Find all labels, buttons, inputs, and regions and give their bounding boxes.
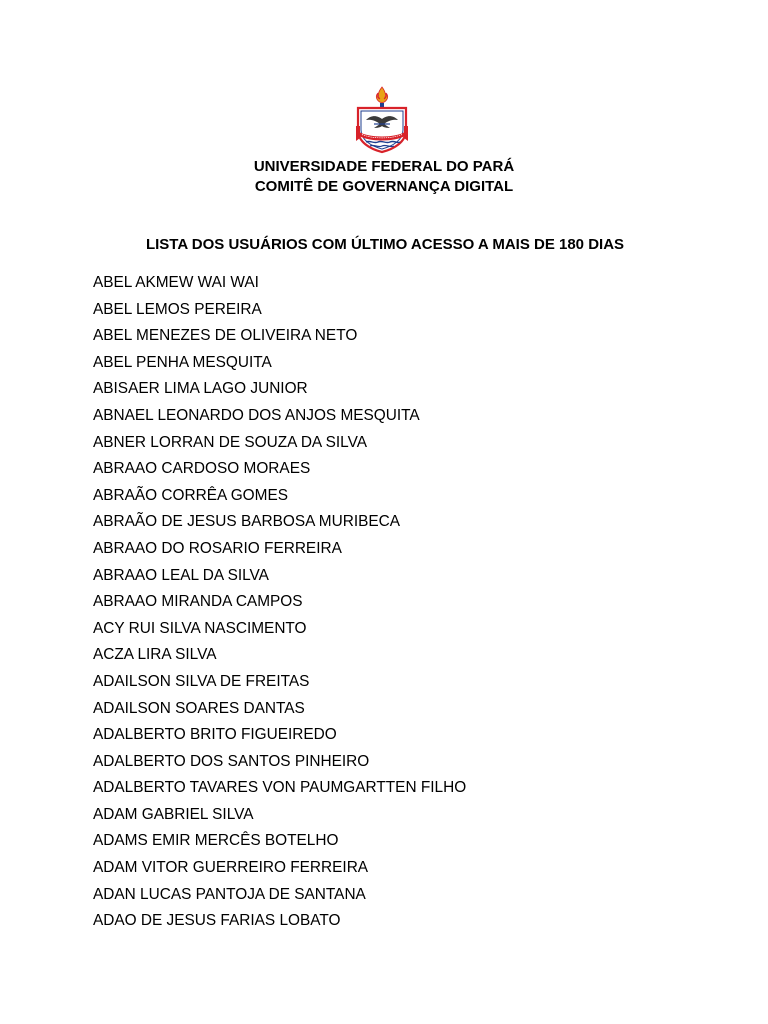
list-item: ADALBERTO DOS SANTOS PINHEIRO [93, 752, 370, 770]
list-item: ADAILSON SOARES DANTAS [93, 699, 305, 717]
list-item: ADAMS EMIR MERCÊS BOTELHO [93, 832, 339, 850]
list-item: ADAN LUCAS PANTOJA DE SANTANA [93, 885, 366, 903]
list-item: ABEL PENHA MESQUITA [93, 353, 272, 371]
list-item: ABISAER LIMA LAGO JUNIOR [93, 380, 308, 398]
list-item: ABRAAO MIRANDA CAMPOS [93, 593, 303, 611]
list-item: ABNER LORRAN DE SOUZA DA SILVA [93, 433, 367, 451]
university-crest-logo [350, 86, 414, 154]
committee-name: COMITÊ DE GOVERNANÇA DIGITAL [254, 178, 514, 195]
list-item: ABRAAO DO ROSARIO FERREIRA [93, 539, 342, 557]
list-item: ABEL LEMOS PEREIRA [93, 300, 262, 318]
list-title: LISTA DOS USUÁRIOS COM ÚLTIMO ACESSO A MAIS DE 180 DIAS [145, 236, 625, 253]
list-item: ADAM VITOR GUERREIRO FERREIRA [93, 859, 369, 877]
torch-flame-icon [376, 87, 387, 103]
list-item: ADAM GABRIEL SILVA [93, 805, 254, 823]
list-item: ADALBERTO TAVARES VON PAUMGARTTEN FILHO [93, 779, 467, 797]
institution-name: UNIVERSIDADE FEDERAL DO PARÁ [253, 158, 515, 175]
user-list [93, 273, 466, 938]
list-item: ABNAEL LEONARDO DOS ANJOS MESQUITA [93, 406, 420, 424]
list-item: ABRAÃO DE JESUS BARBOSA MURIBECA [93, 513, 401, 531]
list-item: ABRAAO LEAL DA SILVA [93, 566, 269, 584]
list-item: ABEL MENEZES DE OLIVEIRA NETO [93, 327, 358, 345]
list-item: ABRAÃO CORRÊA GOMES [93, 486, 288, 504]
list-item: ADAILSON SILVA DE FREITAS [93, 672, 310, 690]
list-item: ABRAAO CARDOSO MORAES [93, 460, 311, 478]
list-item: ABEL AKMEW WAI WAI [93, 274, 259, 291]
list-item: ACY RUI SILVA NASCIMENTO [93, 619, 307, 637]
list-item: ACZA LIRA SILVA [93, 646, 217, 664]
list-item: ADALBERTO BRITO FIGUEIREDO [93, 726, 337, 744]
list-item: ADAO DE JESUS FARIAS LOBATO [93, 912, 341, 930]
